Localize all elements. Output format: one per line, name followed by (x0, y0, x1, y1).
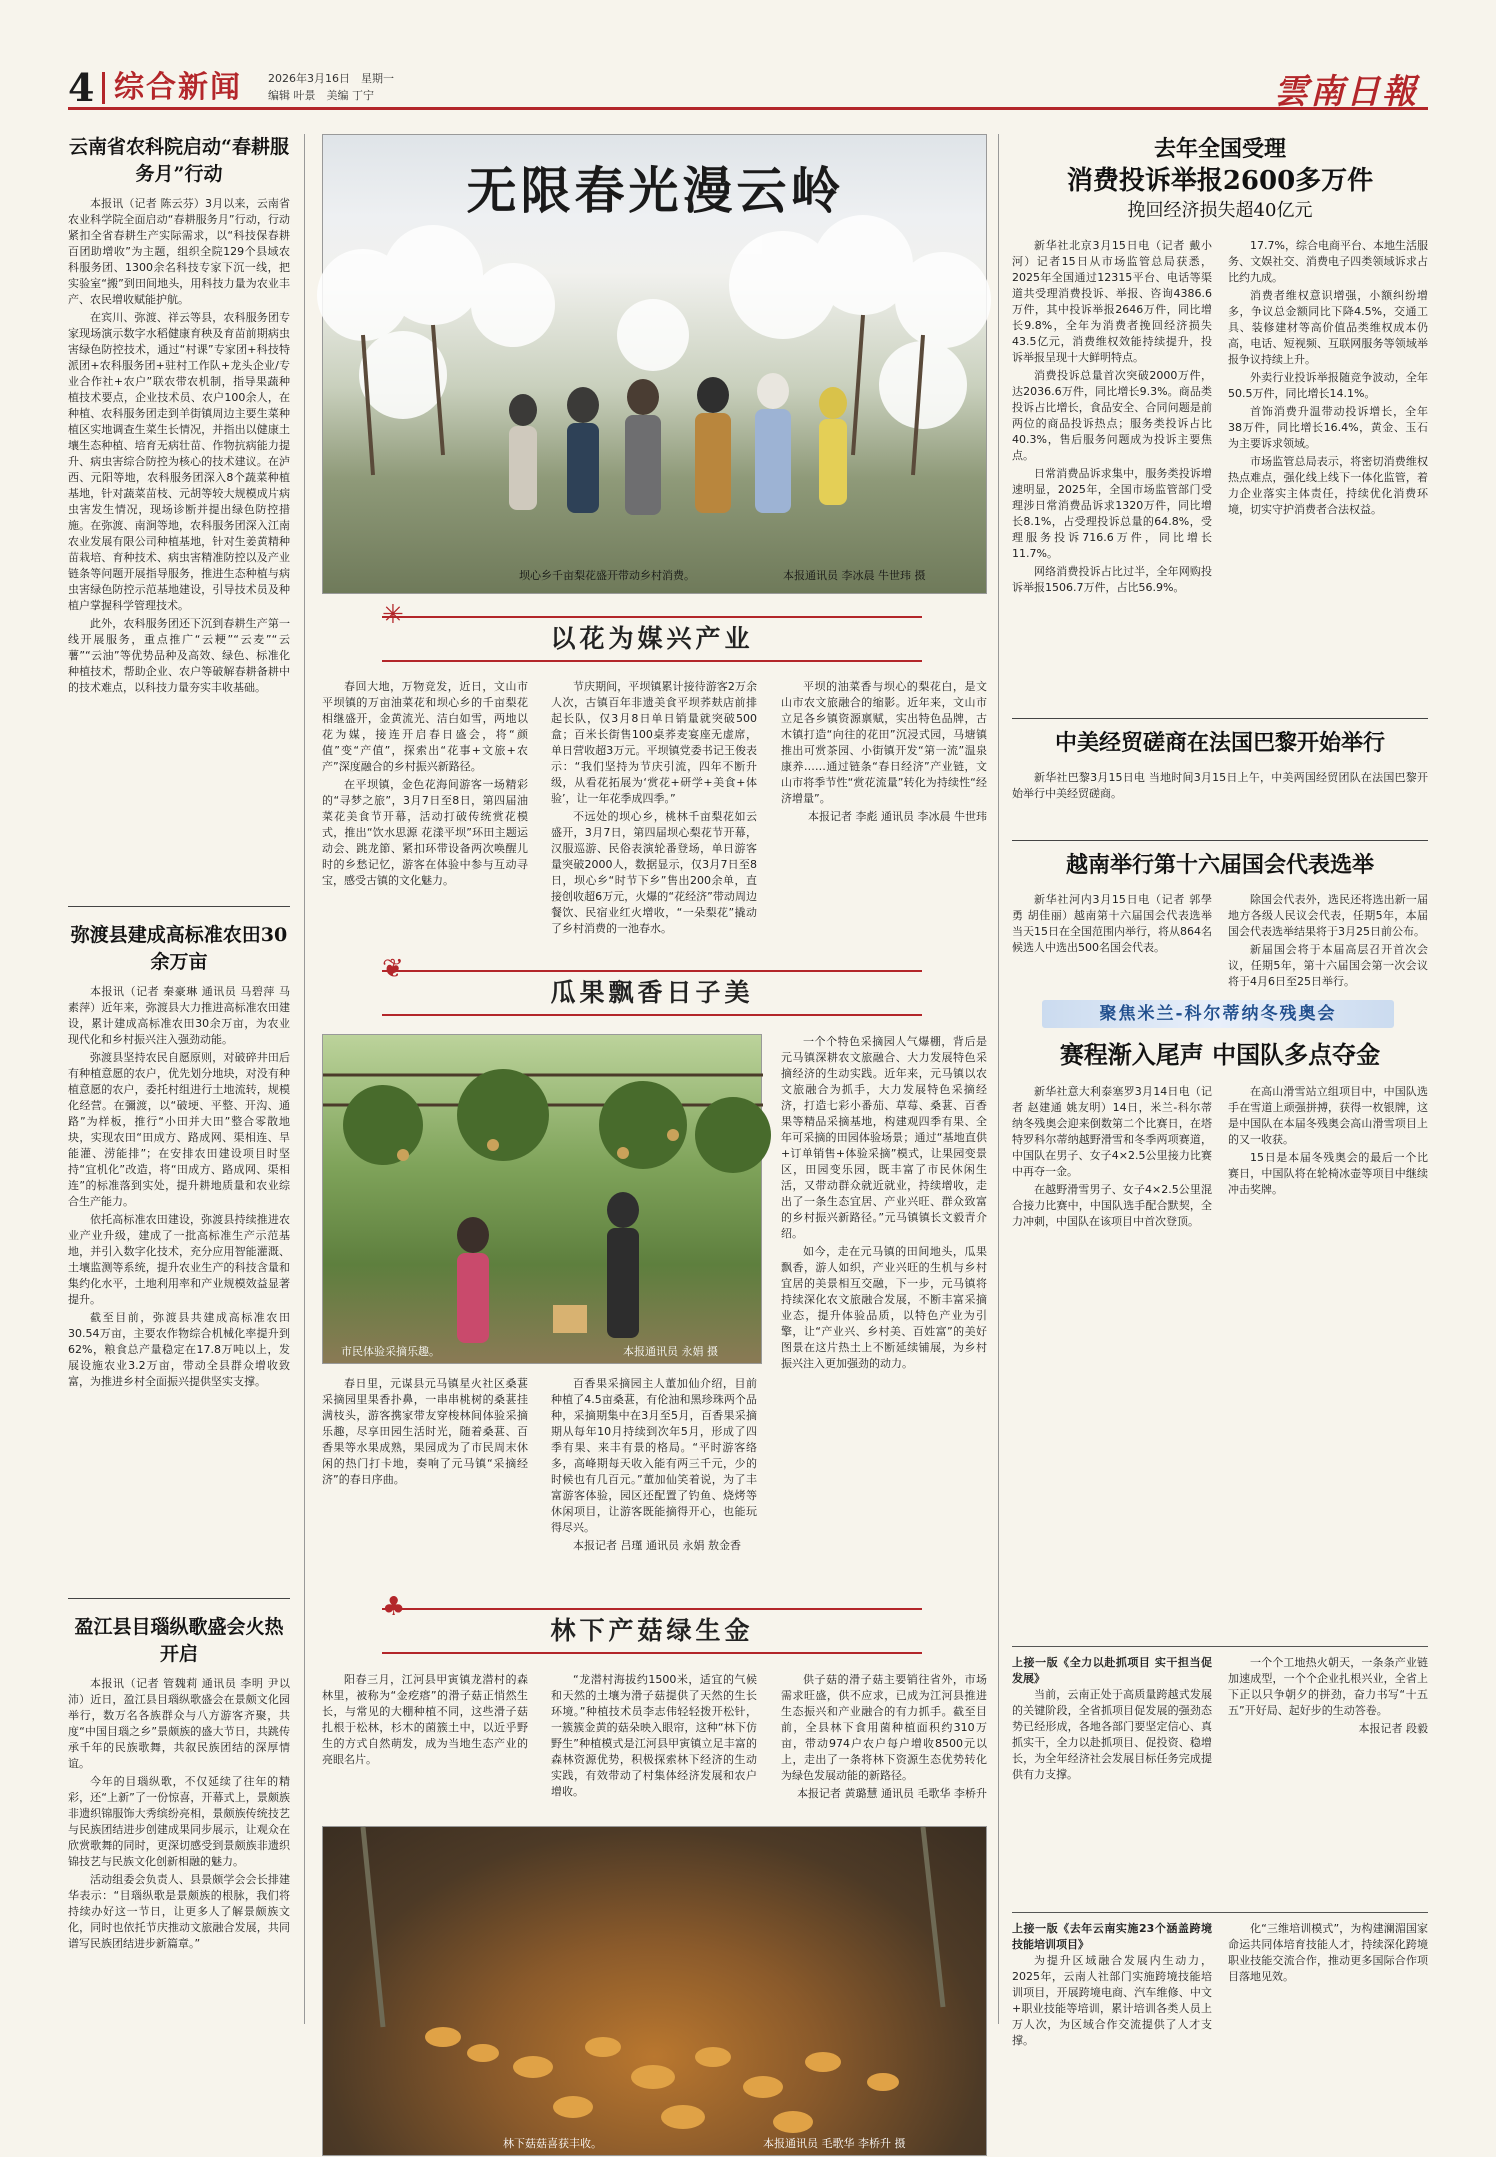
photo-credit: 本报通讯员 永娟 摄 (623, 1345, 718, 1358)
paragraph: 新华社河内3月15日电（记者 郭學勇 胡佳丽）越南第十六届国会代表选举当天15日在全国范围内举行，将从864名候选人中选出500名国会代表。 (1012, 893, 1212, 954)
paragraph: 消费投诉总量首次突破2000万件，达2036.6万件，同比增长9.3%。商品类投诉占比增长，食品安全、合同问题是前两位的商品投诉热点；服务类投诉占比40.3%，售后服务问题成为投诉主要焦点。 (1012, 369, 1212, 462)
photo-caption: 市民体验采摘乐趣。 (341, 1345, 440, 1358)
paragraph: 阳春三月，江河县甲寅镇龙潜村的森林里，被称为“金疙瘩”的滑子菇正悄然生长，与常见的大棚种植不同，这些滑子菇扎根于松林，杉木的菌簇土中，以近乎野生的方式自然萌发，成为当地生态产业的亮眼名片。 (322, 1673, 528, 1766)
paragraph: 弥渡县坚持农民自愿原则，对破碎井田后有种植意愿的农户，优先划分地块，对没有种植意愿的农户，委托村组进行土地流转，规模化经营。在彌渡，以“破埂、平整、开沟、通路”为样板，推行“小田并大田”整合零散地块，实现农田“田成方、路成网、渠相连、旱能灌、涝能排”；在安排农田建设项目时坚持“宜机化”改造，将“田成方、路成网、渠相连”的标准落到实处，提升耕地质量和农业综合生产能力。 (68, 1051, 290, 1208)
continued-lead: 上接一版《全力以赴抓项目 实干担当促发展》 (1012, 1656, 1212, 1685)
paragraph: 新华社意大利泰塞罗3月14日电（记者 赵建通 姚友明）14日，米兰-科尔蒂纳冬残奥会迎来倒数第二个比赛日，在塔特罗科尔蒂纳越野滑雪和冬季两项赛道，中国队在男子、女子4×2.5公里接力比赛中再夺一金。 (1012, 1085, 1212, 1178)
paragraph: 依托高标准农田建设，弥渡县持续推进农业产业升级，建成了一批高标准生产示范基地，并引入数字化技术，充分应用智能灌溉、土壤监测等系统，提升农业生产的科技含量和集约化水平，土地利用率和产业规模效益显著提升。 (68, 1213, 290, 1306)
article-title: 越南举行第十六届国会代表选举 (1065, 852, 1374, 878)
mushroom-illustration (323, 1827, 988, 2157)
paragraph: 消费者维权意识增强，小额纠纷增多，争议总金额同比下降4.5%，交通工具、装修建材等高价值品类维权成本仍高，电话、短视频、互联网服务等领域举报争议持续上升。 (1228, 289, 1428, 366)
paragraph: “龙潜村海拔约1500米，适宜的气候和天然的土壤为滑子菇提供了天然的生长环境。”种植技术员李志伟轻轻拨开松针，一簇簇金黄的菇朵映入眼帘，这种“林下仿野生”种植模式是江河县甲寅镇立足丰富的森林资源优势，积极探索林下经济的生动实践，有效带动了村集体经济发展和农户增收。 (551, 1673, 757, 1798)
photo-caption: 林下菇菇喜获丰收。 (503, 2137, 602, 2150)
article-column (1228, 1655, 1428, 1737)
divider (68, 906, 290, 907)
photo-credit: 本报通讯员 李冰晨 牛世玮 摄 (783, 569, 926, 582)
paragraph: 一个个工地热火朝天，一条条产业链加速成型，一个个企业扎根兴业，全省上下正以只争朝夕的拼劲，奋力书写“十五五”开好局、起好步的生动答卷。 (1228, 1656, 1428, 1717)
article-column (551, 1376, 757, 1552)
paragraph: 本报讯（记者 管魏莉 通讯员 李明 尹以沛）近日，盈江县目瑙纵歌盛会在景颇文化园举行，数万名各族群众与八方游客齐聚，共度“中国目瑙之乡”景颇族的盛大节日，共跳传承千年的民族歌舞，共叙民族团结的深厚情谊。 (68, 1677, 290, 1770)
subsection-banner-mushroom (382, 1592, 922, 1654)
paragraph: 首饰消费升温带动投诉增长，全年38万件，同比增长16.4%，黄金、玉石为主要诉求领域。 (1228, 405, 1428, 450)
photo-caption: 坝心乡千亩梨花盛开带动乡村消费。 (519, 569, 695, 582)
column-divider (304, 134, 305, 2024)
article-column (781, 1034, 987, 1370)
article-column (322, 1376, 528, 1486)
paragraph: 外卖行业投诉举报随竞争波动，全年50.5万件，同比增长14.1%。 (1228, 371, 1428, 400)
article-midu-farmland (68, 922, 290, 1392)
paragraph: 活动组委会负责人、县景颇学会会长排建华表示：“目瑙纵歌是景颇族的根脉，我们将持续办好这一节日，让更多人了解景颇族文化，同时也依托节庆推动文旅融合发展，共同谱写民族团结进步新篇章。” (68, 1873, 290, 1950)
divider (68, 1598, 290, 1599)
article-column (551, 679, 757, 939)
article-column (1012, 1655, 1212, 1785)
paragraph: 此外，农科服务团还下沉到春耕生产第一线开展服务，重点推广“云粳”“云麦”“云薯”“云油”等优势品种及高效、绿色、标准化种植技术，帮助企业、农户等破解春耕备耕中的技术难点，以科技力量夯实丰收基础。 (68, 617, 290, 694)
paragraph: 日常消费品诉求集中，服务类投诉增速明显，2025年，全国市场监管部门受理涉日常消费品诉求1320万件，同比增长8.1%，占受理投诉总量的64.8%，受理服务投诉716.6万件，同比增长11.7%。 (1012, 467, 1212, 560)
continued-lead: 上接一版《去年云南实施23个涵盖跨境技能培训项目》 (1012, 1922, 1212, 1951)
paragraph: 春日里，元谋县元马镇星火社区桑葚采摘园里果香扑鼻，一串串桃树的桑葚挂满枝头，游客携家带友穿梭林间体验采摘乐趣，尽享田园生活时光，随着桑葚、百香果等水果成熟，果园成为了市民周末休闲的热门打卡地，奏响了元马镇“采摘经济”的春日序曲。 (322, 1377, 528, 1486)
photo-credit: 本报通讯员 毛歌华 李桥升 摄 (763, 2137, 906, 2150)
paragraph: 17.7%，综合电商平台、本地生活服务、文娱社交、消费电子四类领域诉求占比约九成。 (1228, 239, 1428, 284)
subsection-title: 林下产菇绿生金 (550, 1616, 754, 1645)
paragraph: 新华社巴黎3月15日电 当地时间3月15日上午，中美两国经贸团队在法国巴黎开始举行中美经贸磋商。 (1012, 771, 1428, 800)
paragraph: 截至目前，弥渡县共建成高标准农田30.54万亩，主要农作物综合机械化率提升到62%，粮食总产量稳定在17.8万吨以上，发展设施农业3.2万亩，带动全县群众增收致富，为推进乡村全面振兴提供坚实支撑。 (68, 1311, 290, 1388)
orchard-illustration (323, 1035, 763, 1365)
mushroom-photo (322, 1826, 987, 2156)
paragraph: 网络消费投诉占比过半，全年网购投诉举报1506.7万件，占比56.9%。 (1012, 565, 1212, 594)
article-body (68, 196, 290, 696)
article-paralympics (1012, 1040, 1428, 1228)
paragraph: 在高山滑雪站立组项目中，中国队选手在雪道上顽强拼搏，获得一枚银牌，这是中国队在本届冬残奥会高山滑雪项目上的又一收获。 (1228, 1085, 1428, 1146)
paragraph: 今年的目瑙纵歌，不仅延续了往年的精彩，还“上新”了一份惊喜，开幕式上，景颇族非遗织锦服饰大秀缤纷亮相，景颇族传统技艺与民族团结进步创建成果同步展示，让观众在欣赏歌舞的同时，更深切感受到景颇族非遗织锦技艺与民族文化创新相融的魅力。 (68, 1775, 290, 1868)
article-body (1012, 770, 1428, 802)
article-byline: 本报记者 段毅 (1358, 1722, 1428, 1735)
article-yingjiang-festival (68, 1614, 290, 1954)
paragraph: 供子菇的滑子菇主要销往省外，市场需求旺盛，供不应求，已成为江河县推进生态振兴和产业融合的有力抓手。截至目前，全县林下食用菌种植面积约310万亩，带动974户农户每户增收8500元以上，走出了一条将林下资源生态优势转化为绿色发展动能的新路径。 (781, 1673, 987, 1782)
subsection-title: 以花为媒兴产业 (550, 624, 754, 653)
pear-blossom-photo (322, 134, 987, 594)
article-column (781, 1672, 987, 1802)
section-title: 综合新闻 (114, 70, 242, 105)
article-column (1228, 892, 1428, 992)
article-title: 赛程渐入尾声 中国队多点夺金 (1059, 1040, 1381, 1069)
article-title: 弥渡县建成高标准农田30余万亩 (70, 924, 288, 973)
paragraph: 本报讯（记者 秦豪琳 通讯员 马碧萍 马素萍）近年来，弥渡县大力推进高标准农田建设，累计建成高标准农田30余万亩，为农业现代化和乡村振兴注入强劲动能。 (68, 985, 290, 1046)
paragraph: 一个个特色采摘园人气爆棚，背后是元马镇深耕农文旅融合、大力发展特色采摘经济的生动实践。近年来，元马镇以农文旅融合为抓手，大力发展特色采摘经济，打造七彩小番茄、草莓、桑葚、百香果等精品采摘基地，构建观四季有果、全年可采摘的田园体验场景；通过“基地直供+订单销售+体验采摘”模式，让果园变景区，田园变乐园，既丰富了市民休闲生活，又带动群众就近就业，持续增收，走出了一条生态宜居、产业兴旺、群众致富的乡村振兴新路径。”元马镇镇长文毅青介绍。 (781, 1035, 987, 1240)
paragraph: 当前，云南正处于高质量跨越式发展的关键阶段，全省抓项目促发展的强劲态势已经形成，各地各部门要坚定信心、真抓实干，全力以赴抓项目、促投资、稳增长，为全年经济社会发展目标任务完成提供有力支撑。 (1012, 1688, 1212, 1781)
paragraph: 本报记者 吕瑾 通讯员 永娟 敖金香 (573, 1539, 741, 1552)
leaf-icon: ❦ (382, 954, 404, 984)
article-byline: 本报记者 李彪 通讯员 李冰晨 牛世玮 (808, 810, 987, 823)
subsection-banner-flowers (382, 600, 922, 662)
article-column (551, 1672, 757, 1802)
article-column (322, 679, 528, 891)
article-column (1228, 1084, 1428, 1200)
section-divider (102, 72, 105, 104)
subsection-title: 瓜果飘香日子美 (550, 978, 754, 1007)
article-subtitle: 挽回经济损失超40亿元 (1127, 200, 1313, 221)
article-title-line1: 去年全国受理 (1153, 136, 1286, 162)
issue-date: 2026年3月16日 星期一 (268, 72, 394, 85)
continued-article-2 (1012, 1912, 1428, 2047)
page-number: 4 (68, 65, 95, 110)
article-column (1012, 1084, 1212, 1232)
paragraph: 不远处的坝心乡，桃林千亩梨花如云盛开，3月7日，第四届坝心梨花节开幕，汉服巡游、民俗表演轮番登场，单日游客量突破2000人，数据显示，仅3月7日至8日，坝心乡“时节下乡”售出200余单，直接创收超6万元，火爆的“花经济”带动周边餐饮、民宿业红火增收，“一朵梨花”撬动了乡村消费的一池春水。 (551, 810, 757, 935)
article-column (322, 1672, 528, 1770)
paragraph: 春回大地，万物竞发，近日，文山市平坝镇的万亩油菜花和坝心乡的千亩梨花相继盛开，金黄流光、洁白如雪，两地以花为媒，接连开启春日盛会，将“颜值”变“产值”，探索出“花事+文旅+农产”深度融合的乡村振兴新路径。 (322, 680, 528, 773)
article-column (781, 679, 987, 825)
paragraph: 新届国会将于本届高层召开首次会议，任期5年，第十六届国会第一次会议将于4月6日至25日举行。 (1228, 943, 1428, 988)
article-title: 云南省农科院启动“春耕服务月”行动 (69, 136, 289, 185)
paragraph: 节庆期间，平坝镇累计接待游客2万余人次，古镇百年非遗美食平坝荞麸店前排起长队，仅3月8日单日销量就突破500盒；百米长街售100桌荞麦宴座无虚席，单日营收超3万元。平坝镇党委书记王俊表示：“我们坚持为节庆引流，四年不断升级，从看花拓展为‘赏花+研学+美食+体验’，让一年花季成四季。” (551, 680, 757, 805)
article-column (1228, 1921, 1428, 1987)
topic-ribbon: 聚焦米兰-科尔蒂纳冬残奥会 (1042, 1000, 1394, 1028)
paragraph: 除国会代表外，选民还将选出新一届地方各级人民议会代表，任期5年，本届国会代表选举结果将于3月25日前公布。 (1228, 893, 1428, 938)
paragraph: 新华社北京3月15日电（记者 戴小河）记者15日从市场监管总局获悉，2025年全国通过12315平台、电话等渠道共受理消费投诉、举报、咨询4386.6万件，其中投诉举报2646万件，同比增长9.8%，全年为消费者挽回经济损失43.5亿元，消费维权效能持续提升，投诉举报呈现十大鲜明特点。 (1012, 239, 1212, 364)
article-title: 盈江县目瑙纵歌盛会火热开启 (74, 1616, 284, 1665)
paragraph: 平坝的油菜香与坝心的梨花白，是文山市农文旅融合的缩影。近年来，文山市立足各乡镇资源禀赋，实出特色品牌，古木镇打造“向往的花田”沉浸式园，马塘镇推出可赏茶园、小街镇开发“第一流”温泉康养……通过链条“春日经济”产业链，文山市将季节性“赏花流量”转化为持续性“经济增量”。 (781, 680, 987, 805)
article-column (1012, 892, 1212, 958)
issue-meta (268, 70, 394, 104)
newspaper-logo: 雲南日報 (1274, 72, 1418, 112)
article-nky-spring (68, 134, 290, 698)
paragraph: 在平坝镇，金色花海间游客一场精彩的“寻梦之旅”，3月7日至8日，第四届油菜花美食节开幕，活动打破传统赏花模式，推出“饮水思源 花漾平坝”环田主题运动会、跳龙節、紧扣环带设备两次唤醒儿时的乡愁记忆，游客在体验中参与互动寻宝，感受古镇的文化魅力。 (322, 778, 528, 887)
paragraph: 如今，走在元马镇的田间地头，瓜果飘香，游人如织，产业兴旺的生机与乡村宜居的美景相互交融，下一步，元马镇将持续深化农文旅融合发展，不断丰富采摘业态，提升体验品质，以特色产业为引擎，让“产业兴、乡村美、百姓富”的美好图景在这片热土上不断延续铺展，为乡村振兴注入更加强劲的动力。 (781, 1245, 987, 1370)
paragraph: 在宾川、弥渡、祥云等县，农科服务团专家现场演示数字水稻健康育秧及育苗前期病虫害绿色防控技术，通过“村课”专家团+科技特派团+农科服务团+驻村工作队+龙头企业/专业合作社+农户”联农带农机制，指导果蔬种植技术要点，企业技术员、农户100余人，在种植、农科服务团走到羊街镇周边主要生菜种植区实地调查生菜生长情况，并指出以健康土壤生态种植、培育无病壮苗、作物抗病能力提升、病虫害综合防控为核心的技术建议。在泸西、元阳等地，农科服务团深入8个蔬菜种植基地，针对蔬菜苗枝、元胡等较大规模成片病虫害发生情况，现场诊断并提出绿色防控措施。在弥渡、南涧等地，农科服务团深入江南农业发展有限公司种植基地，针对生姜黄精种苗栽培、育种技术、病虫害精准防控以及产业链条等问题开展指导服务，推进生态种植与病虫害绿色防控示范基地建设，引导技术员及种植户掌握科学管理技术。 (68, 311, 290, 612)
article-column (1012, 238, 1212, 598)
article-column (1012, 1921, 1212, 2051)
continued-article-1 (1012, 1646, 1428, 1781)
article-body (68, 1676, 290, 1952)
masthead (68, 66, 1428, 110)
issue-editors: 编辑 叶景 美编 丁宁 (268, 89, 374, 102)
paragraph: 为提升区域融合发展内生动力，2025年，云南人社部门实施跨境技能培训项目，开展跨境电商、汽车维修、中文+职业技能等培训，累计培训各类人员上万人次，为区域合作交流提供了人才支撑。 (1012, 1954, 1212, 2047)
article-title-line2: 消费投诉举报2600多万件 (1066, 166, 1374, 196)
divider (1012, 840, 1428, 841)
article-column (1228, 238, 1428, 520)
article-body (68, 984, 290, 1390)
paragraph: 本报讯（记者 陈云芬）3月以来，云南省农业科学院全面启动“春耕服务月”行动，行动紧扣全省春耕生产实际需求，以“科技保春耕 百团助增收”为主题，组织全院129个县域农科服务团、1300余名科技专家下沉一线，把实验室“搬”到田间地头，用科技力量为农业丰产、农民增收赋能护航。 (68, 197, 290, 306)
snowflake-icon: ✳ (382, 600, 404, 630)
article-title: 中美经贸磋商在法国巴黎开始举行 (1054, 730, 1385, 756)
article-consumer-complaints (1012, 134, 1428, 594)
orchard-photo (322, 1034, 762, 1364)
article-trade-talks (1012, 728, 1428, 804)
divider (1012, 718, 1428, 719)
paragraph: 化“三维培训模式”，为构建澜湄国家命运共同体培育技能人才，持续深化跨境职业技能交流合作，推动更多国际合作项目落地见效。 (1228, 1922, 1428, 1983)
paragraph: 百香果采摘园主人董加仙介绍，目前种植了4.5亩桑葚，有伦油和黑珍珠两个品种，采摘期集中在3月至5月，百香果采摘期从每年10月持续到次年5月，形成了四季有果、来丰有景的格局。“平时游客络多，高峰期每天收入能有两三千元，少的时候也有几百元。”董加仙笑着说，为了丰富游客体验，园区还配置了钓鱼、烧烤等休闲项目，让游客既能摘得开心，也能玩得尽兴。 (551, 1377, 757, 1534)
article-byline: 本报记者 黄璐慧 通讯员 毛歌华 李桥升 (797, 1787, 987, 1800)
mushroom-icon: ♣ (382, 1592, 406, 1622)
column-divider (998, 134, 999, 2024)
subsection-banner-fruit (382, 954, 922, 1016)
paragraph: 15日是本届冬残奥会的最后一个比赛日，中国队将在轮椅冰壶等项目中继续冲击奖牌。 (1228, 1151, 1428, 1196)
paragraph: 市场监管总局表示，将密切消费维权热点难点，强化线上线下一体化监管，着力企业落实主体责任，持续优化消费环境，切实守护消费者合法权益。 (1228, 455, 1428, 516)
feature-main-title: 无限春光漫云岭 (466, 161, 845, 220)
article-vietnam-election (1012, 850, 1428, 988)
paragraph: 在越野滑雪男子、女子4×2.5公里混合接力比赛中，中国队选手配合默契，全力冲刺，中国队在该项目中首次登顶。 (1012, 1183, 1212, 1228)
